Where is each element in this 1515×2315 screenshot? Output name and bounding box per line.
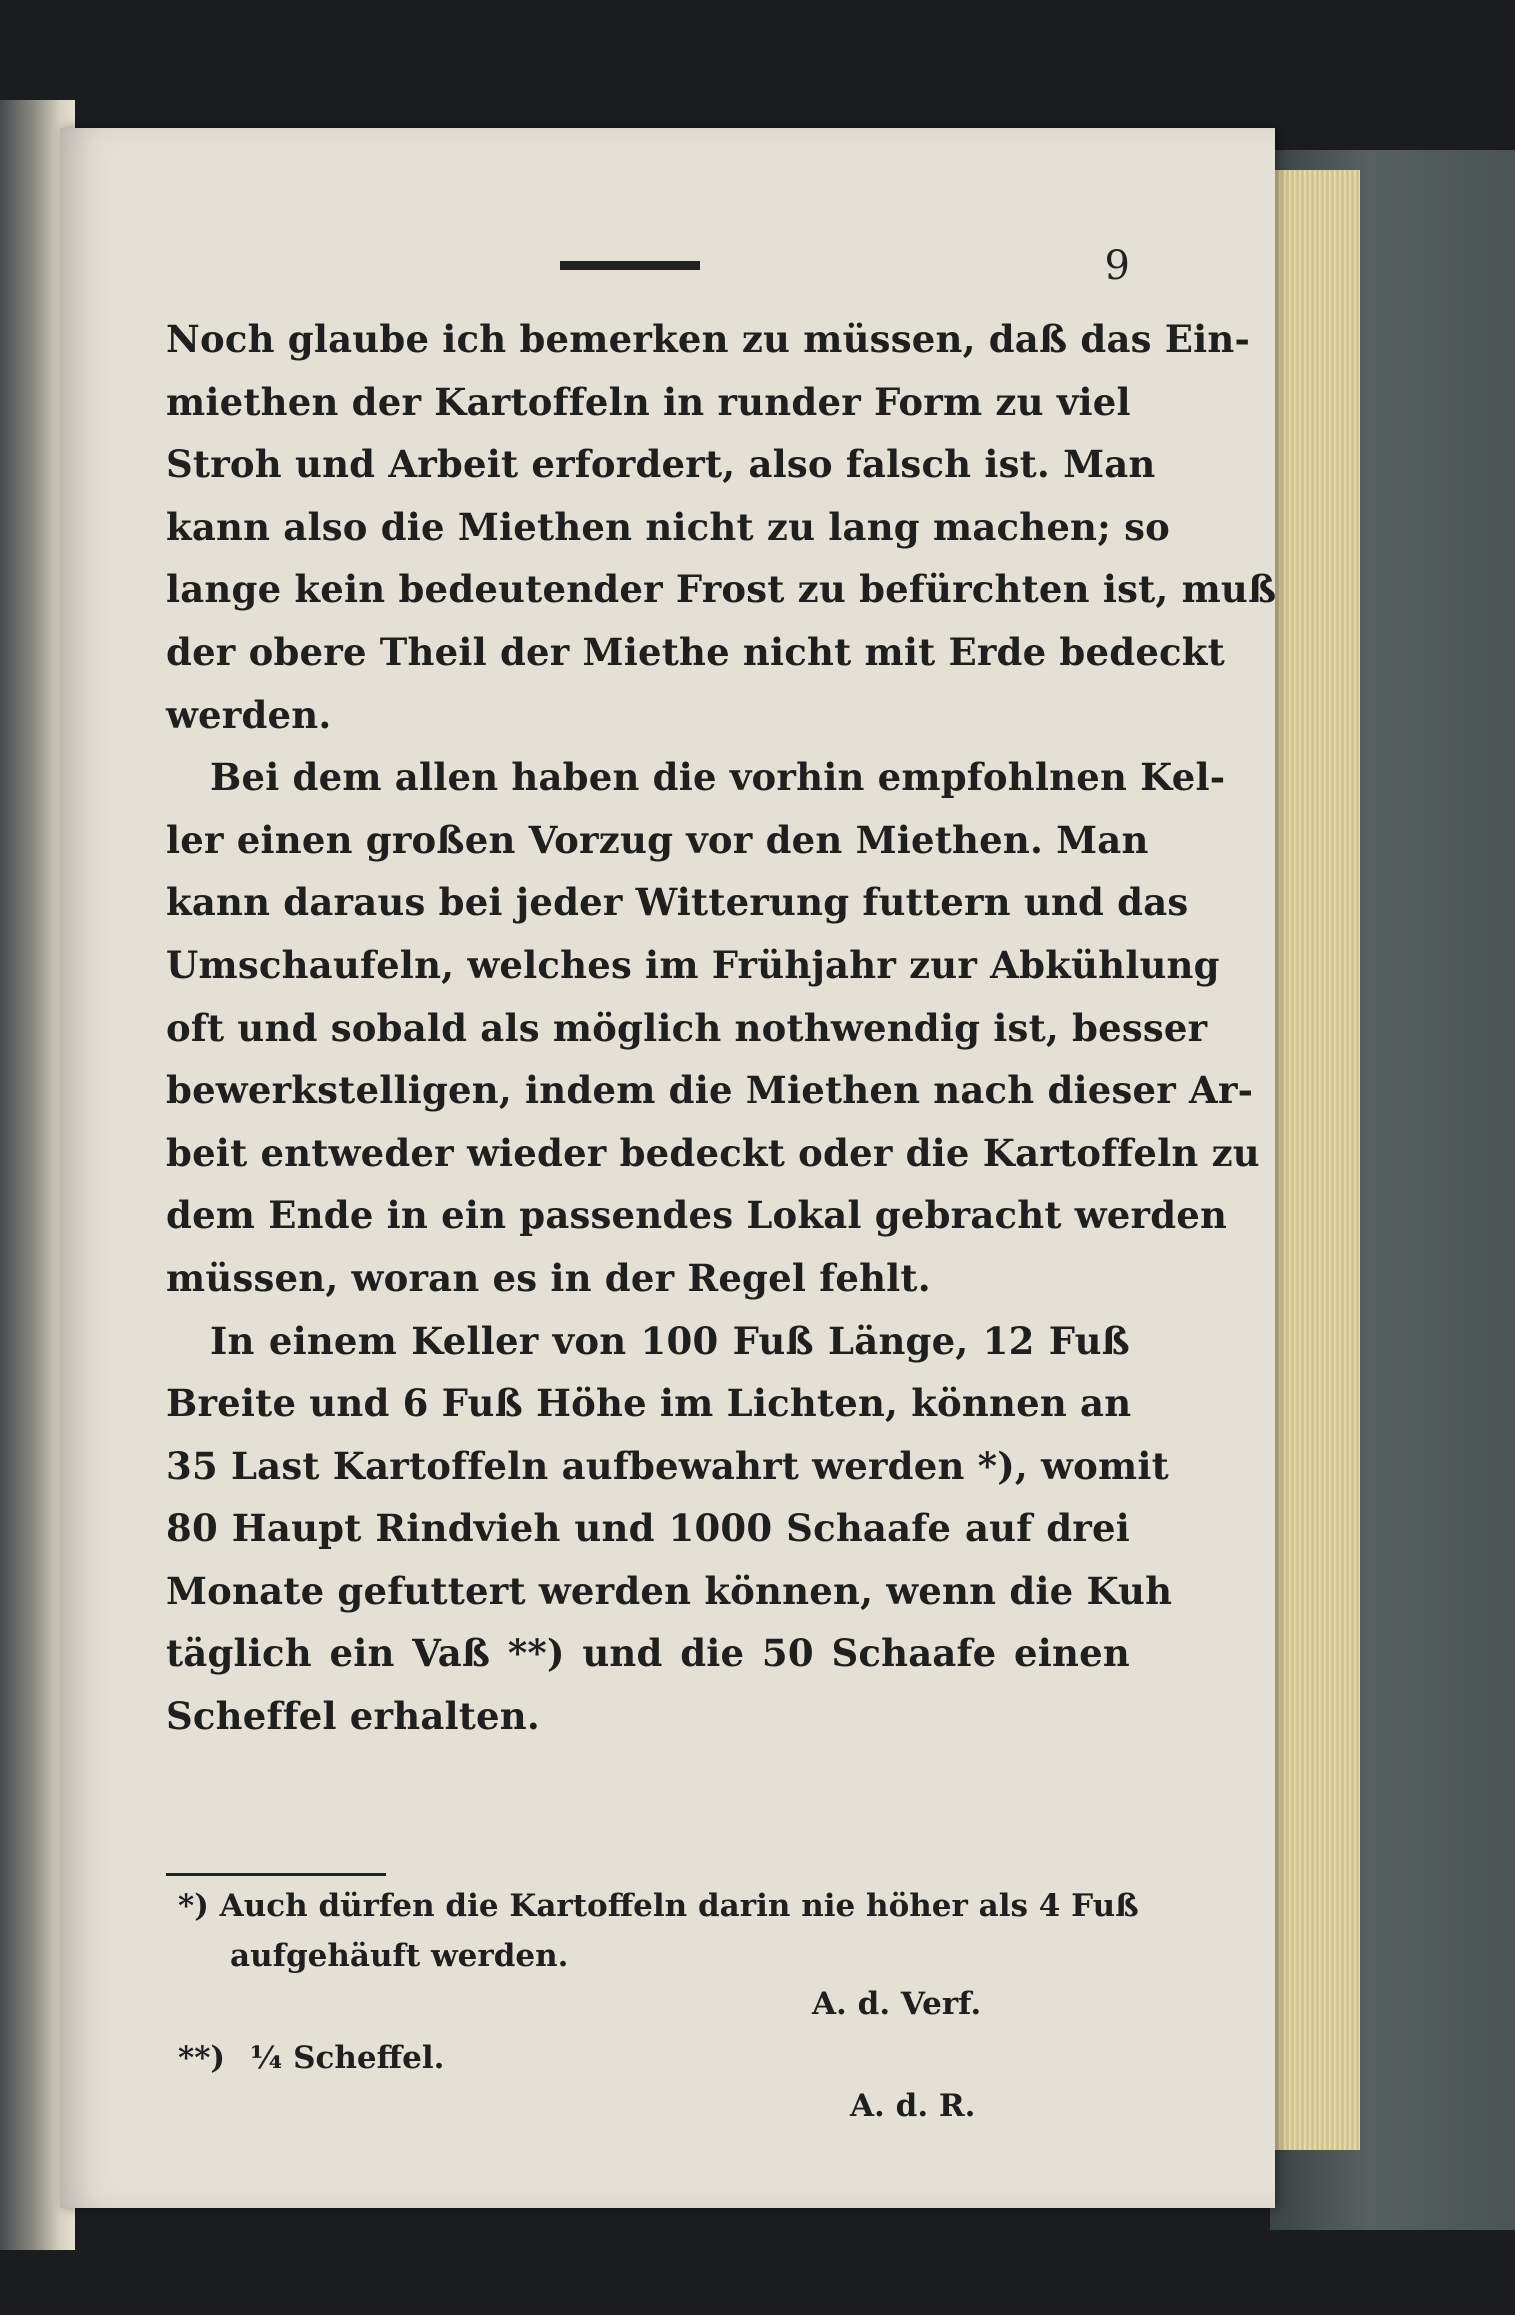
- text-line: müssen, woran es in der Regel fehlt.: [166, 1255, 931, 1300]
- text-line: werden.: [166, 692, 332, 737]
- text-line: 35 Last Kartoffeln aufbewahrt werden *), womit: [166, 1443, 1169, 1488]
- text-line: miethen der Kartoffeln in runder Form zu viel: [166, 379, 1131, 424]
- footnote-1-signature: A. d. Verf.: [812, 1986, 982, 2022]
- footnote-rule: [166, 1873, 386, 1876]
- header-ornament-rule: [560, 261, 700, 270]
- text-line: kann daraus bei jeder Witterung futtern und das: [166, 880, 1189, 925]
- text-line: In einem Keller von 100 Fuß Länge, 12 Fuß: [210, 1318, 1130, 1363]
- text-line: bewerkstelligen, indem die Miethen nach dieser Ar-: [166, 1068, 1254, 1113]
- text-line: lange kein bedeutender Frost zu befürchten ist, muß: [166, 567, 1277, 612]
- text-line: Scheffel erhalten.: [166, 1694, 540, 1739]
- page-edges: [1268, 170, 1360, 2150]
- footnote-2-text: ¼ Scheffel.: [250, 2040, 445, 2076]
- page-number: 9: [1104, 243, 1130, 289]
- text-line: 80 Haupt Rindvieh und 1000 Schaafe auf drei: [166, 1506, 1130, 1551]
- text-line: kann also die Miethen nicht zu lang machen; so: [166, 504, 1171, 549]
- text-line: Umschaufeln, welches im Frühjahr zur Abkühlung: [166, 942, 1220, 987]
- text-line: beit entweder wieder bedeckt oder die Kartoffeln zu: [166, 1130, 1260, 1175]
- footnote-2-marker: **): [178, 2040, 226, 2076]
- text-line: täglich ein Vaß **) und die 50 Schaafe einen: [166, 1631, 1130, 1676]
- text-line: Noch glaube ich bemerken zu müssen, daß das Ein-: [166, 317, 1251, 361]
- text-line: ler einen großen Vorzug vor den Miethen. Man: [166, 817, 1149, 862]
- text-line: Monate gefuttert werden können, wenn die Kuh: [166, 1568, 1173, 1613]
- text-line: dem Ende in ein passendes Lokal gebracht werden: [166, 1193, 1228, 1238]
- footnote-2-signature: A. d. R.: [850, 2088, 976, 2124]
- body-text: [166, 308, 1277, 1748]
- book-page: [60, 128, 1275, 2208]
- text-line: Stroh und Arbeit erfordert, also falsch ist. Man: [166, 442, 1156, 487]
- footnote-1-line-2: aufgehäuft werden.: [230, 1938, 569, 1974]
- text-line: oft und sobald als möglich nothwendig ist, besser: [166, 1005, 1208, 1050]
- text-line: der obere Theil der Miethe nicht mit Erde bedeckt: [166, 629, 1225, 674]
- footnote-1-line-1: *) Auch dürfen die Kartoffeln darin nie höher als 4 Fuß: [178, 1888, 1139, 1924]
- text-line: Bei dem allen haben die vorhin empfohlnen Kel-: [210, 755, 1226, 800]
- text-line: Breite und 6 Fuß Höhe im Lichten, können an: [166, 1381, 1132, 1426]
